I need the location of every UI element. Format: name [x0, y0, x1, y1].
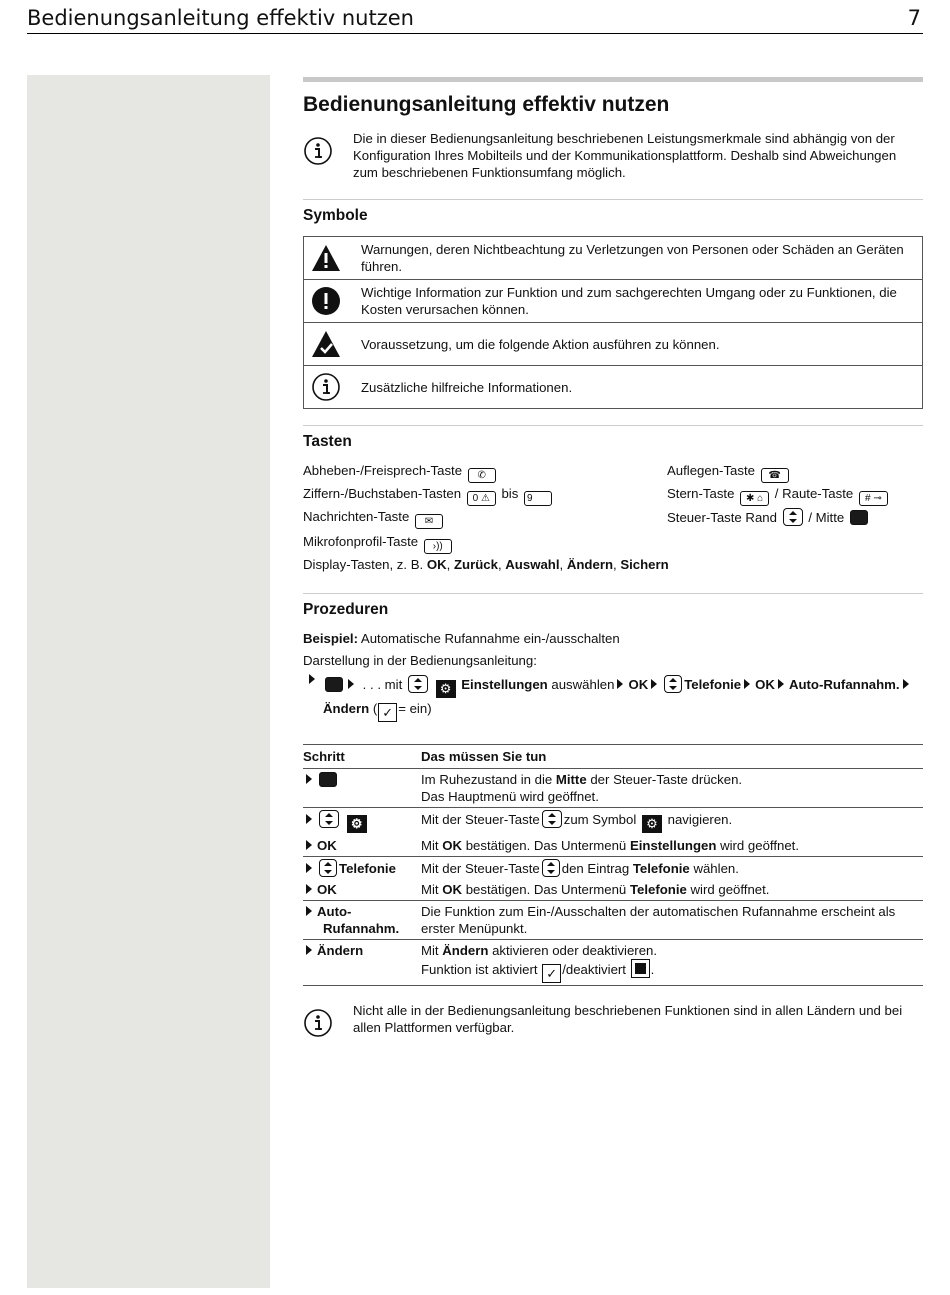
example-label: Beispiel:: [303, 631, 358, 646]
r4-text-b: den Eintrag: [561, 861, 630, 876]
star-key-icon: ✱ ⌂: [740, 491, 769, 506]
display-key-select: Auswahl: [505, 557, 560, 572]
table-row: [303, 879, 923, 901]
warning-triangle-icon: [304, 244, 348, 272]
r7-text-c: Funktion ist aktiviert: [421, 962, 538, 977]
display-key-change: Ändern: [566, 557, 613, 572]
display-key-back: Zurück: [453, 557, 498, 572]
r3-text-c: wird geöffnet.: [720, 838, 800, 853]
settings-gear-icon: ⚙: [436, 680, 456, 698]
r7-bold: Ändern: [442, 943, 489, 958]
symbol-text-important: Wichtige Information zur Funktion und zum sachgerechten Umgang oder zu Funktionen, die Kosten verursachen können.: [361, 285, 897, 317]
control-key-edge-icon: [408, 675, 428, 693]
divider: [303, 593, 923, 594]
control-key-center-icon: [325, 677, 343, 692]
key-display-label: Display-Tasten, z. B.: [303, 557, 424, 572]
r4-bold: Telefonie: [632, 861, 690, 876]
key-offhook-label: Abheben-/Freisprech-Taste: [303, 463, 463, 478]
key-digits-bis: bis: [501, 486, 519, 501]
mic-profile-key-icon: ›)): [424, 539, 452, 554]
arrow-right-icon: [617, 679, 623, 689]
arrow-right-icon: [778, 679, 784, 689]
control-key-edge-icon: [319, 810, 339, 828]
r1-text: Im Ruhezustand in die: [421, 772, 553, 787]
key-star-hash-line: [667, 485, 890, 506]
page-title: Bedienungsanleitung effektiv nutzen: [303, 93, 670, 116]
key-offhook-line: [303, 462, 498, 483]
key-mic-label: Mikrofonprofil-Taste: [303, 534, 419, 549]
key-digits-label: Ziffern-/Buchstaben-Tasten: [303, 486, 462, 501]
r2-text-b: zum Symbol: [563, 812, 637, 827]
r5-text-b: bestätigen. Das Untermenü: [465, 882, 627, 897]
page-header: [27, 6, 923, 34]
header-title: Bedienungsanleitung effektiv nutzen: [27, 6, 414, 30]
r5-bold-b: Telefonie: [629, 882, 687, 897]
arrow-right-icon: [306, 945, 312, 955]
r6-step: Auto-: [317, 904, 352, 919]
col-do-header: Das müssen Sie tun: [421, 745, 923, 769]
arrow-right-icon: [306, 863, 312, 873]
col-step-header: Schritt: [303, 745, 421, 769]
checkbox-checked-icon: ✓: [542, 964, 561, 983]
seq-ok: OK: [628, 677, 649, 692]
key-control-label: Steuer-Taste Rand: [667, 510, 777, 525]
checkbox-unchecked-icon: [631, 959, 650, 978]
offhook-key-icon: ✆: [468, 468, 496, 483]
symbols-heading: Symbole: [303, 207, 368, 224]
arrow-right-icon: [309, 674, 315, 684]
table-row: [303, 940, 923, 986]
r7-text-e: .: [650, 962, 655, 977]
final-note-text: Nicht alle in der Bedienungsanleitung beschriebenen Funktionen sind in allen Ländern und bei allen Plattformen verfügbar.: [353, 1003, 903, 1035]
r7-text-d: /deaktiviert: [562, 962, 626, 977]
display-key-ok: OK: [426, 557, 447, 572]
seq-select: auswählen: [551, 677, 615, 692]
key-star-label: Stern-Taste: [667, 486, 735, 501]
arrow-right-icon: [306, 774, 312, 784]
info-circle-icon: [303, 130, 353, 170]
r3-step: OK: [317, 838, 337, 853]
r5-bold: OK: [442, 882, 463, 897]
control-key-updown-icon: [542, 859, 560, 877]
settings-gear-icon: ⚙: [347, 815, 367, 833]
key-onhook-line: [667, 462, 791, 483]
seq-with: . . . mit: [362, 677, 403, 692]
seq-auto: Auto-Rufannahm.: [788, 677, 900, 692]
info-circle-icon: [304, 372, 348, 402]
digit-9-key-icon: 9: [524, 491, 552, 506]
symbol-text-info: Zusätzliche hilfreiche Informationen.: [361, 379, 573, 395]
settings-gear-icon: ⚙: [642, 815, 662, 833]
r6-step-b: Rufannahm.: [323, 921, 400, 936]
r3-bold-b: Einstellungen: [629, 838, 717, 853]
r6-text: Die Funktion zum Ein-/Ausschalten der automatischen Rufannahme erscheint als erster Menüpunkt.: [421, 901, 923, 940]
steps-table: [303, 744, 923, 986]
key-mic-line: [303, 533, 454, 554]
procedures-block: [303, 630, 923, 722]
symbol-row-info: [304, 365, 922, 408]
r4-text-c: wählen.: [693, 861, 739, 876]
arrow-right-icon: [903, 679, 909, 689]
table-row: [303, 857, 923, 880]
r5-text: Mit: [421, 882, 439, 897]
control-key-edge-icon: [783, 508, 803, 526]
key-control-line: [667, 508, 870, 526]
r1-text-c: Das Hauptmenü wird geöffnet.: [421, 789, 599, 804]
page-number: 7: [907, 6, 921, 30]
arrow-right-icon: [651, 679, 657, 689]
arrow-right-icon: [306, 814, 312, 824]
check-triangle-icon: [304, 330, 348, 358]
example-text: Automatische Rufannahme ein-/ausschalten: [360, 631, 620, 646]
onhook-key-icon: ☎: [761, 468, 789, 483]
symbol-row-important: [304, 279, 922, 322]
seq-settings: Einstellungen: [461, 677, 548, 692]
key-hash-label: / Raute-Taste: [774, 486, 854, 501]
checkbox-checked-icon: ✓: [378, 703, 397, 722]
procedures-heading: Prozeduren: [303, 601, 389, 618]
exclamation-circle-icon: [304, 286, 348, 316]
r3-bold: OK: [442, 838, 463, 853]
table-row: [303, 769, 923, 808]
divider: [303, 425, 923, 426]
arrow-right-icon: [306, 840, 312, 850]
control-key-center-icon: [850, 510, 868, 525]
arrow-right-icon: [744, 679, 750, 689]
hash-key-icon: # ⊸: [859, 491, 888, 506]
r5-step: OK: [317, 882, 337, 897]
display-line: Darstellung in der Bedienungsanleitung:: [303, 653, 537, 668]
symbol-row-warning: [304, 237, 922, 279]
envelope-key-icon: ✉: [415, 514, 443, 529]
arrow-right-icon: [348, 679, 354, 689]
keys-heading: Tasten: [303, 433, 352, 450]
symbol-text-prerequisite: Voraussetzung, um die folgende Aktion ausführen zu können.: [361, 336, 720, 352]
digit-0-key-icon: 0 ⚠: [467, 491, 496, 506]
main-content: [303, 77, 923, 1060]
arrow-right-icon: [306, 884, 312, 894]
r7-text-b: aktivieren oder deaktivieren.: [492, 943, 658, 958]
seq-ok-2: OK: [755, 677, 775, 692]
seq-change: Ändern: [323, 701, 370, 716]
keys-list: [303, 462, 923, 577]
r4-step: Telefonie: [339, 861, 396, 876]
r5-text-c: wird geöffnet.: [690, 882, 770, 897]
table-row: [303, 808, 923, 836]
intro-note-text: Die in dieser Bedienungsanleitung beschriebenen Leistungsmerkmale sind abhängig von der Konfiguration Ihres Mobilteils und der Kommunikationsplattform. Deshalb sind Abweichungen zum beschriebenen Funktionsumfang möglich.: [353, 131, 897, 180]
r7-text: Mit: [421, 943, 439, 958]
symbols-table: [303, 236, 923, 409]
section-top-bar: [303, 77, 923, 82]
table-row: [303, 901, 923, 940]
intro-note: [303, 130, 923, 181]
key-message-label: Nachrichten-Taste: [303, 509, 410, 524]
final-note: [303, 1002, 923, 1042]
arrow-right-icon: [306, 906, 312, 916]
key-digits-line: [303, 485, 554, 506]
divider: [303, 199, 923, 200]
control-key-edge-icon: [542, 810, 562, 828]
r7-step: Ändern: [317, 943, 364, 958]
symbol-text-warning: Warnungen, deren Nichtbeachtung zu Verletzungen von Personen oder Schäden an Geräten führen.: [361, 242, 904, 274]
control-key-center-icon: [319, 772, 337, 787]
r4-text: Mit der Steuer-Taste: [421, 861, 540, 876]
r1-bold: Mitte: [555, 772, 587, 787]
key-onhook-label: Auflegen-Taste: [667, 463, 755, 478]
seq-on-post: = ein): [398, 701, 432, 716]
procedure-sequence: [303, 674, 923, 722]
seq-telephony: Telefonie: [684, 677, 742, 692]
table-row: [303, 835, 923, 857]
example-line: [303, 630, 923, 647]
seq-on-pre: (: [372, 701, 378, 716]
control-key-updown-icon: [319, 859, 337, 877]
key-display-line: Display-Tasten, z. B. OK, Zurück, Auswahl, Ändern, Sichern: [303, 557, 669, 572]
r3-text-b: bestätigen. Das Untermenü: [465, 838, 627, 853]
control-key-updown-icon: [664, 675, 682, 693]
r3-text: Mit: [421, 838, 439, 853]
display-key-save: Sichern: [620, 557, 669, 572]
r1-text-b: der Steuer-Taste drücken.: [590, 772, 743, 787]
r2-text-c: navigieren.: [667, 812, 733, 827]
info-circle-icon: [303, 1002, 353, 1042]
r2-text: Mit der Steuer-Taste: [421, 812, 540, 827]
key-control-mid-label: / Mitte: [808, 510, 845, 525]
symbol-row-prerequisite: [304, 322, 922, 365]
sidebar-panel: [27, 75, 270, 1288]
key-message-line: [303, 508, 445, 529]
